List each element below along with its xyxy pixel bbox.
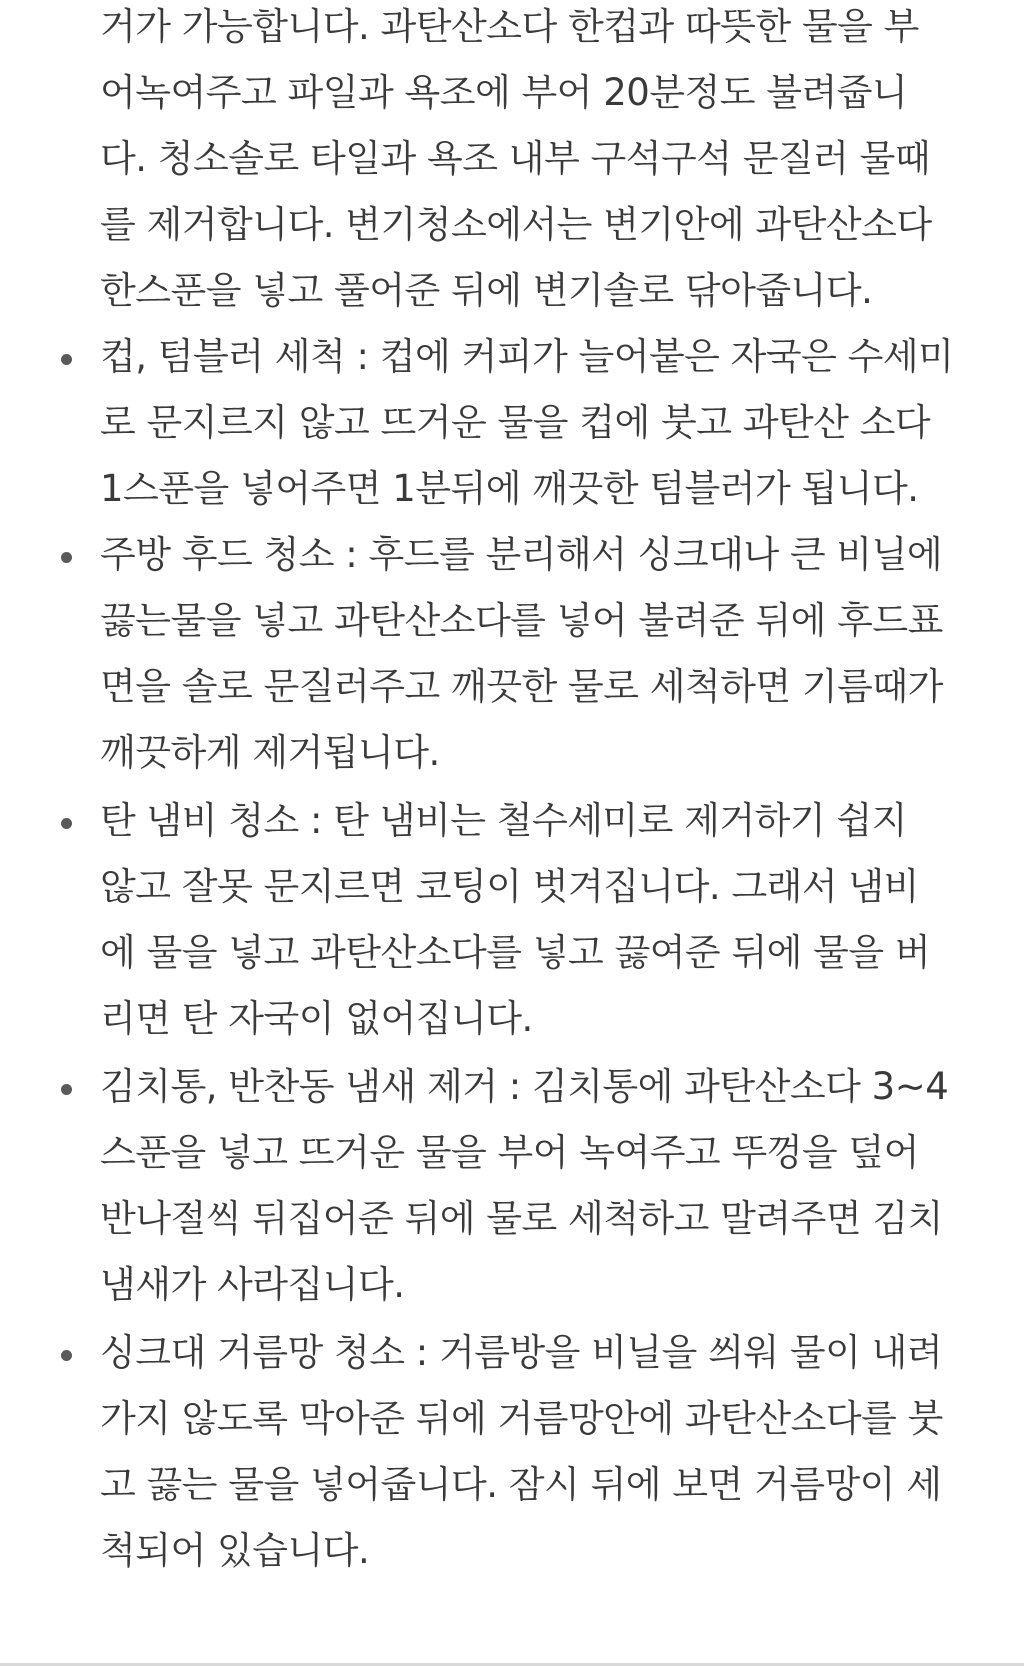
bullet-icon	[61, 552, 72, 563]
text-line: 싱크대 거름망 청소 : 거름방을 비닐을 씌워 물이 내려	[100, 1331, 943, 1374]
text-line: 어녹여주고 파일과 욕조에 부어 20분정도 불려줍니	[100, 71, 908, 114]
tip-text	[100, 1326, 960, 1590]
text-line: 거가 가능합니다. 과탄산소다 한컵과 따뜻한 물을 부	[100, 5, 919, 48]
bullet-icon	[61, 354, 72, 365]
text-line: 않고 잘못 문지르면 코팅이 벗겨집니다. 그래서 냄비	[100, 865, 919, 908]
text-line: 를 제거합니다. 변기청소에서는 변기안에 과탄산소다	[100, 203, 932, 246]
bullet-icon	[61, 1084, 72, 1095]
text-line: 리면 탄 자국이 없어집니다.	[100, 997, 533, 1040]
text-line: 컵, 텀블러 세척 : 컵에 커피가 늘어붙은 자국은 수세미	[100, 335, 954, 378]
tip-text	[100, 794, 960, 1058]
text-line: 김치통, 반찬동 냄새 제거 : 김치통에 과탄산소다 3~4	[100, 1065, 949, 1108]
text-line: 끓는물을 넣고 과탄산소다를 넣어 불려준 뒤에 후드표	[100, 599, 943, 642]
bullet-icon	[61, 818, 72, 829]
text-line: 주방 후드 청소 : 후드를 분리해서 싱크대나 큰 비닐에	[100, 533, 943, 576]
text-line: 척되어 있습니다.	[100, 1529, 370, 1572]
text-line: 스푼을 넣고 뜨거운 물을 부어 녹여주고 뚜껑을 덮어	[100, 1131, 919, 1174]
text-line: 냄새가 사라집니다.	[100, 1263, 405, 1306]
text-line: 면을 솔로 문질러주고 깨끗한 물로 세척하면 기름때가	[100, 665, 943, 708]
bullet-icon	[61, 1350, 72, 1361]
text-line: 고 끓는 물을 넣어줍니다. 잠시 뒤에 보면 거름망이 세	[100, 1463, 942, 1506]
text-line: 1스푼을 넣어주면 1분뒤에 깨끗한 텀블러가 됩니다.	[100, 467, 919, 510]
text-line: 로 문지르지 않고 뜨거운 물을 컵에 붓고 과탄산 소다	[100, 401, 931, 444]
text-line: 탄 냄비 청소 : 탄 냄비는 철수세미로 제거하기 쉽지	[100, 799, 907, 842]
text-line: 반나절씩 뒤집어준 뒤에 물로 세척하고 말려주면 김치	[100, 1197, 943, 1240]
tip-text	[100, 330, 960, 528]
text-line: 다. 청소솔로 타일과 욕조 내부 구석구석 문질러 물때	[100, 137, 931, 180]
text-line: 에 물을 넣고 과탄산소다를 넣고 끓여준 뒤에 물을 버	[100, 931, 931, 974]
text-line: 깨끗하게 제거됩니다.	[100, 731, 440, 774]
tip-text	[100, 1060, 960, 1324]
tip-text	[100, 528, 960, 792]
lead-paragraph	[100, 0, 960, 330]
text-line: 가지 않도록 막아준 뒤에 거름망안에 과탄산소다를 붓	[100, 1397, 943, 1440]
text-line: 한스푼을 넣고 풀어준 뒤에 변기솔로 닦아줍니다.	[100, 269, 873, 312]
